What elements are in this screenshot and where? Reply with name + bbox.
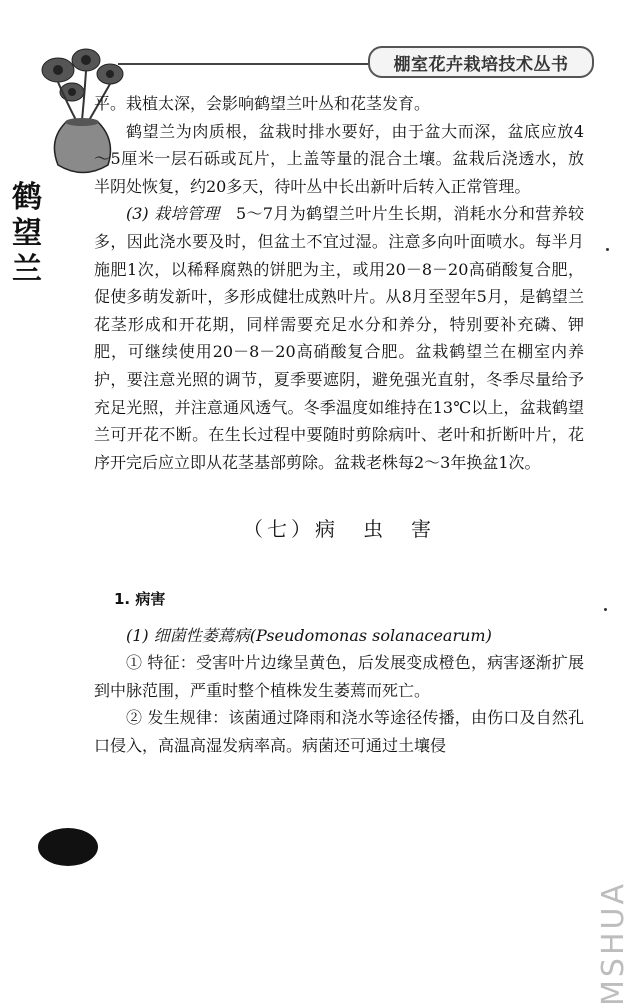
watermark: MSHUA [596, 881, 631, 1006]
scan-speck [606, 248, 609, 251]
body-paragraph: 鹤望兰为肉质根，盆栽时排水要好，由于盆大而深，盆底应放4～5厘米一层石砾或瓦片，上盖等量的混合土壤。盆栽后浇透水，放半阴处恢复，约20多天，待叶丛中长出新叶后转入正常管理。 [94, 121, 584, 196]
cultivation-text: 5～7月为鹤望兰叶片生长期，消耗水分和营养较多，因此浇水要及时，但盆土不宜过湿。注意多向叶面喷水。每半月施肥1次，以稀释腐熟的饼肥为主，或用20－8－20高硝酸复合肥，促使多萌发新叶，多形成健壮成熟叶片。从8月至翌年5月，是鹤望兰花茎形成和开花期，同样需要充足水分和养分，特别要补充磷、钾肥，可继续使用20－8－20高硝酸复合肥。盆栽鹤望兰在棚室内养护，要注意光照的调节，夏季要遮阴，避免强光直射，冬季尽量给予充足光照，并注意通风透气。冬季温度如维持在13℃以上，盆栽鹤望兰可开花不断。在生长过程中要随时剪除病叶、老叶和折断叶片，花序开完后应立即从花茎基部剪除。盆栽老株每2～3年换盆1次。 [94, 204, 584, 472]
cultivation-label: (3) 栽培管理 [126, 204, 220, 224]
series-title: 棚室花卉栽培技术丛书 [368, 46, 594, 78]
page-body [94, 90, 584, 759]
side-title-char: 望 [12, 216, 42, 251]
page-number-badge [38, 828, 98, 866]
cultivation-paragraph [94, 200, 584, 476]
bacterial-wilt-heading [94, 622, 584, 650]
section-heading: （七）病 虫 害 [243, 517, 435, 542]
bacterial-wilt-pattern: ② 发生规律：该菌通过降雨和浇水等途径传播，由伤口及自然孔口侵入，高温高湿发病率高。病菌还可通过土壤侵 [94, 708, 584, 755]
body-paragraph: 平。栽植太深，会影响鹤望兰叶丛和花茎发育。 [94, 94, 431, 113]
side-title [12, 180, 52, 288]
side-title-char: 鹤 [12, 180, 42, 215]
disease-heading: 1. 病害 [114, 589, 166, 608]
scan-speck [604, 608, 607, 611]
side-title-char: 兰 [12, 252, 42, 287]
bacterial-wilt-feature: ① 特征：受害叶片边缘呈黄色，后发展变成橙色，病害逐渐扩展到中脉范围，严重时整个植株发生萎蔫而死亡。 [94, 653, 584, 700]
bacterial-wilt-latin: (Pseudomonas solanacearum) [249, 625, 492, 645]
bacterial-wilt-label: (1) 细菌性萎蔫病 [126, 625, 250, 645]
header-rule [118, 63, 368, 65]
